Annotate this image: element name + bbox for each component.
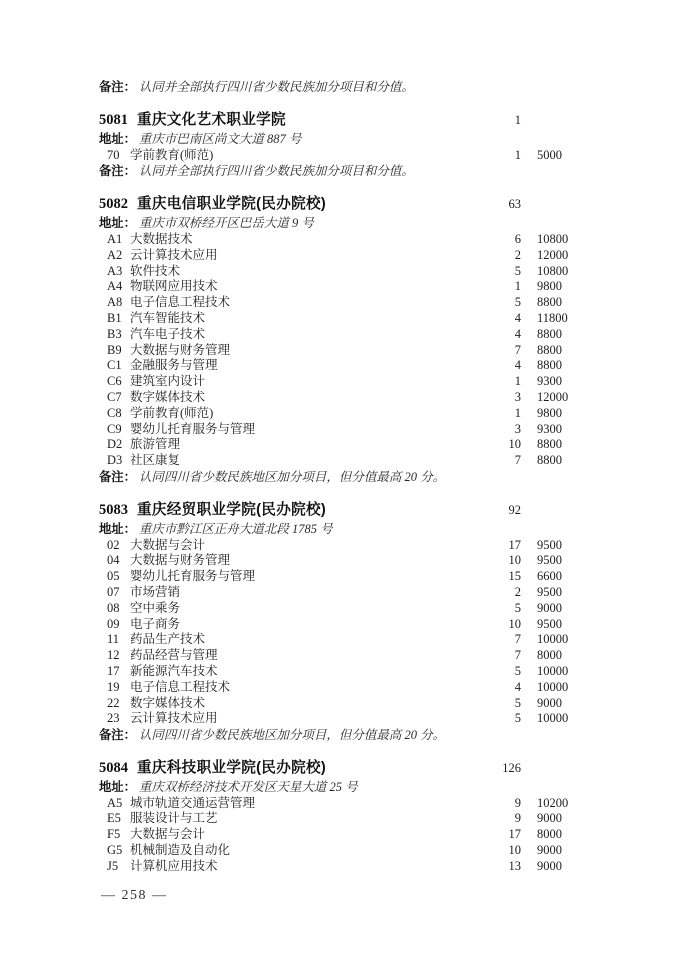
major-name: 电子商务 [130,616,181,631]
major-tuition-fee: 12000 [537,389,569,404]
major-tuition-fee: 5000 [537,147,562,162]
major-code: 12 [107,648,120,663]
major-plan-count: 1 [514,374,521,389]
school-code: 5081 [99,111,128,128]
school-address [99,215,605,232]
major-tuition-fee: 8800 [537,437,562,452]
school-total-count: 126 [502,760,521,775]
major-row [99,295,605,311]
major-code: F5 [107,827,121,842]
major-row [99,390,605,406]
major-code: G5 [107,843,123,858]
major-tuition-fee: 10200 [537,795,569,810]
major-tuition-fee: 8800 [537,453,562,468]
major-code: 05 [107,569,120,584]
major-row [99,248,605,264]
major-list [99,538,605,728]
major-plan-count: 10 [508,843,521,858]
major-name: 大数据与会计 [130,537,206,552]
major-code: B9 [107,342,122,357]
school-address [99,131,605,148]
major-tuition-fee: 9300 [537,421,562,436]
major-name: 学前教育(师范) [130,147,214,162]
major-row [99,311,605,327]
major-code: 23 [107,711,120,726]
major-tuition-fee: 9000 [537,858,562,873]
major-name: 机械制造及自动化 [130,843,231,858]
major-plan-count: 5 [514,600,521,615]
address-label: 地址： [99,779,136,794]
major-row [99,148,605,164]
major-plan-count: 10 [508,553,521,568]
major-row [99,585,605,601]
remark-text: 认同并全部执行四川省少数民族加分项目和分值。 [138,164,414,179]
school-name: 重庆文化艺术职业学院 [137,111,286,128]
major-code: B1 [107,310,122,325]
school-code: 5082 [99,196,128,213]
major-plan-count: 7 [514,342,521,357]
major-tuition-fee: 9800 [537,279,562,294]
major-code: 07 [107,584,120,599]
major-name: 药品生产技术 [130,632,206,647]
major-code: E5 [107,811,121,826]
remark-label: 备注： [99,164,136,179]
major-tuition-fee: 9500 [537,553,562,568]
major-name: 数字媒体技术 [130,389,206,404]
major-code: J5 [107,858,119,873]
major-tuition-fee: 9500 [537,616,562,631]
school-section [99,500,605,744]
school-header [99,194,605,215]
major-code: D2 [107,437,123,452]
major-row [99,279,605,295]
major-name: 药品经营与管理 [130,648,218,663]
remark-text: 认同并全部执行四川省少数民族加分项目和分值。 [138,80,414,94]
school-header [99,110,605,131]
major-plan-count: 15 [508,569,521,584]
major-code: C8 [107,405,122,420]
major-plan-count: 4 [514,358,521,373]
school-remark [99,469,605,486]
remark-label: 备注： [99,80,136,94]
school-total-count: 63 [508,197,521,212]
major-tuition-fee: 10800 [537,263,569,278]
major-row [99,632,605,648]
major-tuition-fee: 9500 [537,584,562,599]
school-list [99,110,605,875]
major-name: 市场营销 [130,584,181,599]
major-plan-count: 1 [514,405,521,420]
major-row [99,664,605,680]
major-row [99,648,605,664]
major-name: 汽车电子技术 [130,326,206,341]
major-code: B3 [107,326,122,341]
major-plan-count: 17 [508,827,521,842]
major-row [99,232,605,248]
major-name: 物联网应用技术 [130,279,218,294]
major-code: C9 [107,421,122,436]
major-code: C7 [107,389,122,404]
address-label: 地址： [99,216,136,231]
school-section [99,194,605,486]
page-content [99,80,605,875]
major-plan-count: 1 [514,147,521,162]
major-list [99,796,605,875]
major-code: 70 [107,147,120,162]
major-plan-count: 7 [514,648,521,663]
major-list [99,148,605,164]
address-text: 重庆双桥经济技术开发区天星大道 25 号 [138,779,358,794]
major-row [99,343,605,359]
school-section [99,758,605,875]
major-name: 婴幼儿托育服务与管理 [130,421,256,436]
major-row [99,843,605,859]
major-name: 电子信息工程技术 [130,679,231,694]
major-code: C1 [107,358,122,373]
major-tuition-fee: 9800 [537,405,562,420]
major-name: 旅游管理 [130,437,181,452]
major-code: A4 [107,279,123,294]
major-plan-count: 5 [514,711,521,726]
major-name: 计算机应用技术 [130,858,218,873]
major-tuition-fee: 9000 [537,811,562,826]
major-code: C6 [107,374,122,389]
major-name: 新能源汽车技术 [130,663,218,678]
major-code: D3 [107,453,123,468]
major-code: A5 [107,795,123,810]
major-row [99,811,605,827]
major-code: 22 [107,695,120,710]
school-header [99,500,605,521]
major-tuition-fee: 8800 [537,358,562,373]
major-name: 大数据与财务管理 [130,553,231,568]
major-name: 建筑室内设计 [130,374,206,389]
school-remark [99,163,605,180]
major-tuition-fee: 9500 [537,537,562,552]
major-name: 空中乘务 [130,600,181,615]
major-tuition-fee: 6600 [537,569,562,584]
address-label: 地址： [99,131,136,146]
school-total-count: 92 [508,502,521,517]
major-plan-count: 9 [514,795,521,810]
major-name: 大数据技术 [130,231,193,246]
major-row [99,827,605,843]
major-name: 服装设计与工艺 [130,811,218,826]
major-plan-count: 4 [514,679,521,694]
major-tuition-fee: 8800 [537,326,562,341]
school-header [99,758,605,779]
major-row [99,374,605,390]
major-code: 08 [107,600,120,615]
major-tuition-fee: 10000 [537,632,569,647]
major-row [99,711,605,727]
remark-label: 备注： [99,469,136,484]
school-total-count: 1 [514,112,521,127]
major-plan-count: 10 [508,616,521,631]
major-row [99,601,605,617]
major-plan-count: 2 [514,247,521,262]
major-code: 17 [107,663,120,678]
major-row [99,358,605,374]
major-code: A2 [107,247,123,262]
major-tuition-fee: 11800 [537,310,568,325]
remark-text: 认同四川省少数民族地区加分项目，但分值最高 20 分。 [138,469,446,484]
major-plan-count: 7 [514,632,521,647]
major-tuition-fee: 10000 [537,679,569,694]
school-name: 重庆经贸职业学院(民办院校) [137,501,327,518]
major-code: 04 [107,553,120,568]
major-row [99,264,605,280]
major-code: A8 [107,295,123,310]
address-text: 重庆市黔江区正舟大道北段 1785 号 [138,521,333,536]
major-plan-count: 1 [514,279,521,294]
major-row [99,406,605,422]
major-name: 社区康复 [130,453,181,468]
major-tuition-fee: 8800 [537,295,562,310]
major-tuition-fee: 8000 [537,648,562,663]
major-plan-count: 17 [508,537,521,552]
major-name: 金融服务与管理 [130,358,218,373]
major-plan-count: 5 [514,263,521,278]
school-section [99,110,605,180]
major-name: 大数据与财务管理 [130,342,231,357]
major-row [99,696,605,712]
school-code: 5083 [99,501,128,518]
major-plan-count: 4 [514,326,521,341]
school-name: 重庆电信职业学院(民办院校) [137,196,327,213]
address-label: 地址： [99,521,136,536]
major-row [99,453,605,469]
major-code: 19 [107,679,120,694]
major-row [99,437,605,453]
major-row [99,538,605,554]
major-tuition-fee: 9000 [537,695,562,710]
major-plan-count: 2 [514,584,521,599]
major-name: 电子信息工程技术 [130,295,231,310]
major-plan-count: 7 [514,453,521,468]
major-tuition-fee: 8800 [537,342,562,357]
major-plan-count: 6 [514,231,521,246]
school-address [99,521,605,538]
page-top-remark [99,80,605,96]
page-number: — 258 — [101,888,168,903]
major-row [99,422,605,438]
address-text: 重庆市巴南区尚文大道 887 号 [138,131,302,146]
major-row [99,859,605,875]
major-code: 09 [107,616,120,631]
major-name: 数字媒体技术 [130,695,206,710]
major-name: 云计算技术应用 [130,247,218,262]
major-row [99,796,605,812]
major-plan-count: 10 [508,437,521,452]
major-plan-count: 13 [508,858,521,873]
major-code: 02 [107,537,120,552]
major-name: 云计算技术应用 [130,711,218,726]
remark-label: 备注： [99,728,136,743]
major-plan-count: 4 [514,310,521,325]
major-tuition-fee: 10800 [537,231,569,246]
major-row [99,327,605,343]
major-list [99,232,605,469]
school-remark [99,727,605,744]
major-row [99,617,605,633]
major-tuition-fee: 9000 [537,843,562,858]
major-plan-count: 5 [514,295,521,310]
major-row [99,553,605,569]
major-plan-count: 3 [514,389,521,404]
major-code: A3 [107,263,123,278]
major-plan-count: 5 [514,663,521,678]
major-name: 城市轨道交通运营管理 [130,795,256,810]
school-name: 重庆科技职业学院(民办院校) [137,759,327,776]
major-tuition-fee: 10000 [537,663,569,678]
major-tuition-fee: 9300 [537,374,562,389]
school-code: 5084 [99,759,128,776]
major-tuition-fee: 12000 [537,247,569,262]
major-name: 软件技术 [130,263,181,278]
major-name: 学前教育(师范) [130,405,214,420]
major-code: 11 [107,632,120,647]
major-row [99,680,605,696]
remark-text: 认同四川省少数民族地区加分项目，但分值最高 20 分。 [138,728,446,743]
major-row [99,569,605,585]
major-tuition-fee: 9000 [537,600,562,615]
major-tuition-fee: 10000 [537,711,569,726]
major-plan-count: 5 [514,695,521,710]
major-name: 婴幼儿托育服务与管理 [130,569,256,584]
address-text: 重庆市双桥经开区巴岳大道 9 号 [138,216,314,231]
major-code: A1 [107,231,123,246]
major-name: 大数据与会计 [130,827,206,842]
major-plan-count: 9 [514,811,521,826]
major-name: 汽车智能技术 [130,310,206,325]
school-address [99,779,605,796]
major-tuition-fee: 8000 [537,827,562,842]
major-plan-count: 3 [514,421,521,436]
